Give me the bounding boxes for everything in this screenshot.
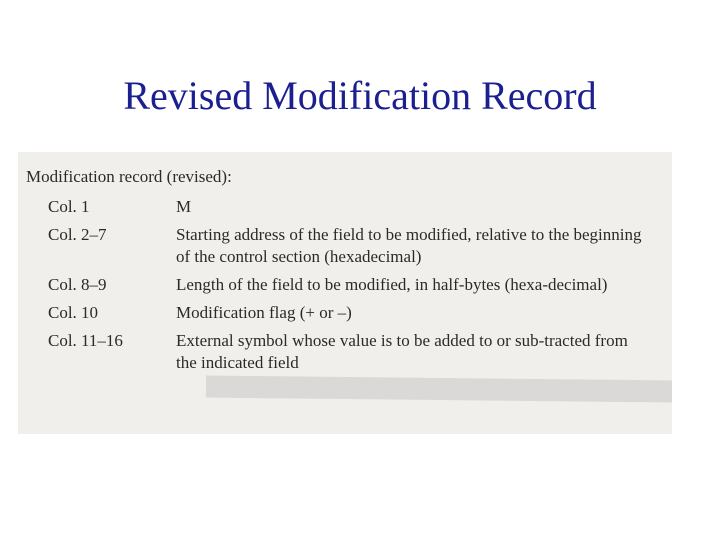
record-row-col-11-16 (26, 330, 666, 374)
column-description: Starting address of the field to be modified, relative to the beginning of the control section (hexadecimal) (176, 225, 642, 266)
column-label: Col. 8–9 (48, 275, 107, 294)
record-row-col-10 (26, 302, 666, 324)
column-label: Col. 2–7 (48, 225, 107, 244)
modification-record-definition (26, 166, 666, 380)
column-description: External symbol whose value is to be added to or sub-tracted from the indicated field (176, 331, 628, 372)
slide-title: Revised Modification Record (123, 73, 597, 118)
column-description: M (176, 197, 192, 216)
record-row-col-1 (26, 196, 666, 218)
column-label: Col. 1 (48, 197, 90, 216)
column-label: Col. 11–16 (48, 331, 123, 350)
scanned-text-image (18, 152, 672, 434)
column-description: Modification flag (+ or –) (176, 303, 352, 322)
column-description: Length of the field to be modified, in half-bytes (hexa-decimal) (176, 275, 608, 294)
record-heading: Modification record (revised): (26, 167, 232, 186)
record-row-col-2-7 (26, 224, 666, 268)
record-row-col-8-9 (26, 274, 666, 296)
column-label: Col. 10 (48, 303, 99, 322)
